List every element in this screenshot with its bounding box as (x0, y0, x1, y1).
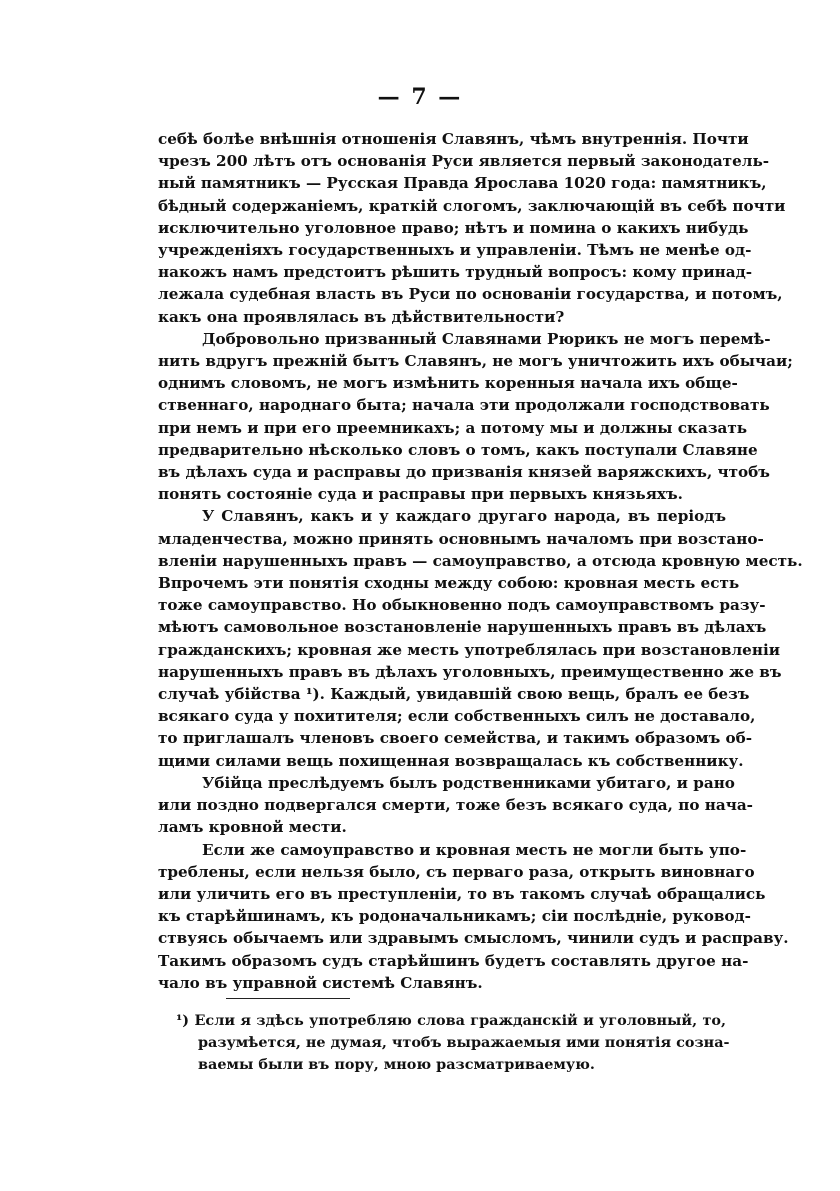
text-line: однимъ словомъ, не могъ измѣнить коренныя начала ихъ обще- (158, 374, 738, 393)
text-line: Впрочемъ эти понятія сходны между собою: кровная месть есть (158, 574, 740, 593)
text-line: Если же самоуправство и кровная месть не могли быть упо- (202, 840, 747, 859)
text-line: лежала судебная власть въ Руси по основаніи государства, и потомъ, (158, 285, 783, 304)
text-line: исключительно уголовное право; нѣтъ и помина о какихъ нибудь (158, 218, 749, 237)
text-line: всякаго суда у похитителя; если собственныхъ силъ не доставало, (158, 707, 756, 726)
text-line: ламъ кровной мести. (158, 818, 347, 837)
paragraph-5 (158, 839, 789, 994)
page-number: — 7 — (377, 84, 463, 110)
text-line: въ дѣлахъ суда и расправы до призванія князей варяжскихъ, чтобъ (158, 463, 770, 482)
text-line: предварительно нѣсколько словъ о томъ, какъ поступали Славяне (158, 440, 758, 459)
text-line: или поздно подвергался смерти, тоже безъ всякаго суда, по нача- (158, 796, 753, 815)
text-line: учрежденіяхъ государственныхъ и управленіи. Тѣмъ не менѣе од- (158, 241, 752, 260)
text-line: понять состояніе суда и расправы при первыхъ князьяхъ. (158, 485, 683, 504)
footnote-line: разумѣется, не думая, чтобъ выражаемыя ими понятія созна- (198, 1034, 730, 1051)
paragraph-1 (158, 128, 786, 328)
text-line: накожъ намъ предстоитъ рѣшить трудный вопросъ: кому принад- (158, 263, 753, 282)
text-line: гражданскихъ; кровная же месть употреблялась при возстановленіи (158, 640, 780, 659)
text-line: себѣ болѣе внѣшнія отношенія Славянъ, чѣмъ внутреннія. Почти (158, 130, 749, 148)
text-line: ственнаго, народнаго быта; начала эти продолжали господствовать (158, 396, 770, 415)
text-line: какъ она проявлялась въ дѣйствительности? (158, 307, 565, 326)
text-line: мѣютъ самовольное возстановленіе нарушенныхъ правъ въ дѣлахъ (158, 618, 767, 637)
text-line: тоже самоуправство. Но обыкновенно подъ самоуправствомъ разу- (158, 596, 766, 615)
text-line: треблены, если нельзя было, съ перваго раза, открыть виновнаго (158, 862, 755, 881)
body-text (158, 128, 803, 994)
text-line: ствуясь обычаемъ или здравымъ смысломъ, чинили судъ и расправу. (158, 929, 789, 948)
text-line: нарушенныхъ правъ въ дѣлахъ уголовныхъ, преимущественно же въ (158, 662, 782, 681)
text-line: или уличить его въ преступленіи, то въ такомъ случаѣ обращались (158, 884, 766, 903)
paragraph-2 (158, 328, 793, 506)
footnote-line: ¹) Если я здѣсь употребляю слова гражданскій и уголовный, то, (176, 1012, 726, 1029)
text-line: случаѣ убійства ¹). Каждый, увидавшій свою вещь, бралъ ее безъ (158, 685, 750, 704)
text-line: къ старѣйшинамъ, къ родоначальникамъ; сіи послѣдніе, руковод- (158, 907, 751, 926)
text-line: нить вдругъ прежній бытъ Славянъ, не могъ уничтожить ихъ обычаи; (158, 352, 793, 371)
text-line: младенчества, можно принять основнымъ началомъ при возстано- (158, 529, 764, 548)
text-line: Такимъ образомъ судъ старѣйшинъ будетъ составлять другое на- (158, 951, 749, 970)
text-line: Убійца преслѣдуемъ былъ родственниками убитаго, и рано (202, 773, 735, 792)
text-line: то приглашалъ членовъ своего семейства, и такимъ образомъ об- (158, 729, 753, 748)
paragraph-3 (158, 505, 803, 771)
text-line: вленіи нарушенныхъ правъ — самоуправство, а отсюда кровную месть. (158, 551, 803, 570)
text-line: ный памятникъ — Русская Правда Ярослава 1020 года: памятникъ, (158, 174, 767, 193)
text-line: чрезъ 200 лѣтъ отъ основанія Руси является первый законодатель- (158, 152, 770, 171)
text-line: при немъ и при его преемникахъ; а потому мы и должны сказать (158, 418, 748, 437)
text-line: Добровольно призванный Славянами Рюрикъ не могъ перемѣ- (202, 329, 771, 348)
text-line: щими силами вещь похищенная возвращалась къ собственнику. (158, 751, 744, 770)
footnote (176, 1010, 730, 1076)
paragraph-4 (158, 772, 753, 839)
footnote-line: ваемы были въ пору, мною разсматриваемую. (198, 1056, 595, 1073)
text-line: бѣдный содержаніемъ, краткій слогомъ, заключающій въ себѣ почти (158, 196, 786, 215)
text-line: У Славянъ, какъ и у каждаго другаго народа, въ періодъ (202, 507, 726, 526)
footnote-divider (226, 998, 350, 999)
text-line: чало въ управной системѣ Славянъ. (158, 973, 483, 992)
